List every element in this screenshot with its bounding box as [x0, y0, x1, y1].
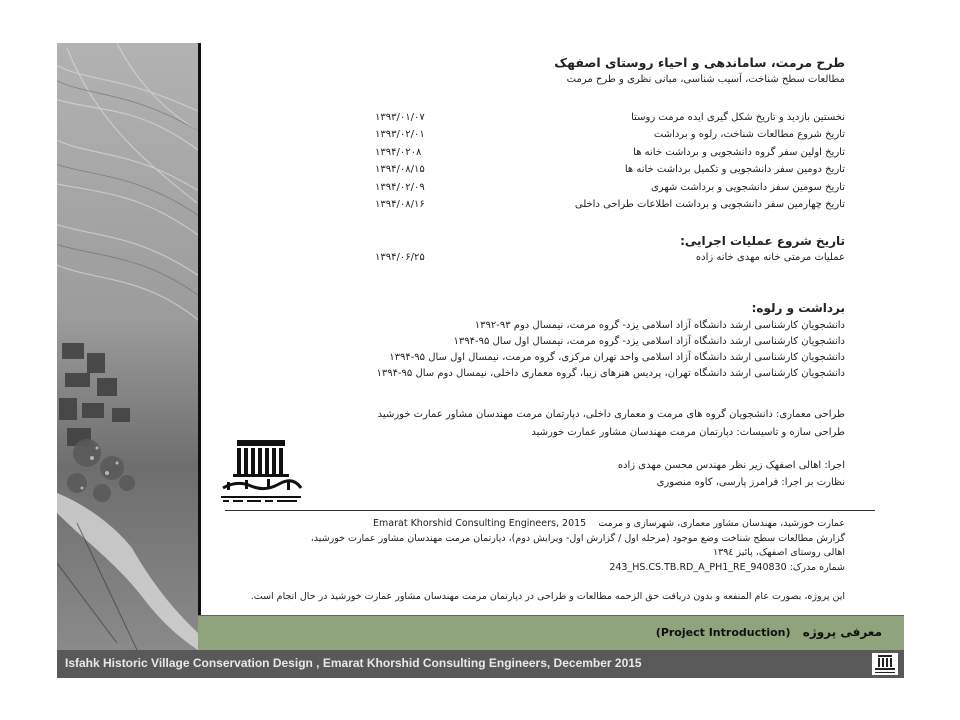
pro-bono-note: این پروژه، بصورت عام المنفعه و بدون دریافت حق الزحمه مطالعات و طراحی در دپارتمان مرمت مهندسان مشاور عمارت خورشید در حال انجام است. — [250, 591, 845, 602]
design-section — [378, 406, 845, 442]
document-number: 243_HS.CS.TB.RD_A_PH1_RE_940830 — [609, 561, 787, 573]
date-label: تاریخ شروع مطالعات شناخت، رلوه و برداشت — [653, 129, 845, 141]
company-logo — [217, 436, 305, 506]
document-info — [225, 517, 845, 575]
date-value: ۱۳۹۳/۰۲/۰۱ — [375, 129, 425, 141]
date-value: ۱۳۹۴/۰۸/۱۵ — [375, 164, 425, 176]
date-label: تاریخ اولین سفر گروه دانشجویی و برداشت خانه ها — [633, 146, 845, 158]
page-subtitle: مطالعات سطح شناخت، آسیب شناسی، مبانی نظری و طرح مرمت — [566, 74, 845, 85]
section-title — [656, 625, 882, 639]
firm-name-en: Emarat Khorshid Consulting Engineers, 2015 — [373, 518, 587, 529]
section-title-en: (Project Introduction) — [655, 626, 791, 639]
design-line: طراحی سازه و تاسیسات: دپارتمان مرمت مهندسان مشاور عمارت خورشید — [531, 427, 845, 438]
separator-line — [225, 510, 875, 511]
execution-team-line: اجرا: اهالی اصفهک زیر نظر مهندس محسن مهدی زاده — [617, 460, 845, 471]
survey-heading: برداشت و رلوه: — [751, 301, 845, 315]
document-info-line — [225, 561, 845, 576]
date-label: تاریخ چهارمین سفر دانشجویی و برداشت اطلاعات طراحی داخلی — [574, 198, 845, 210]
section-title-fa: معرفی پروژه — [802, 625, 882, 639]
survey-line: دانشجویان کارشناسی ارشد دانشگاه آزاد اسلامی یزد- گروه مرمت، نیمسال دوم ۹۳-۱۳۹۲ — [474, 320, 845, 331]
survey-line: دانشجویان کارشناسی ارشد دانشگاه تهران، پردیس هنرهای زیبا، گروه معماری داخلی، نیمسال دوم سال ۹۵-۱۳۹۴ — [376, 368, 845, 379]
footer-text: Isfahk Historic Village Conservation Design , Emarat Khorshid Consulting Engineers, December 2015 — [65, 656, 642, 670]
document-info-line: اهالی روستای اصفهک، پائیز ۱۳۹٤ — [713, 547, 845, 558]
execution-label: عملیات مرمتی خانه مهدی خانه زاده — [695, 252, 845, 263]
document-number-label: شماره مدرک: — [789, 561, 845, 573]
date-row — [375, 179, 845, 196]
execution-row — [375, 252, 845, 263]
firm-description: عمارت خورشید، مهندسان مشاور معماری، شهرسازی و مرمت — [598, 518, 845, 529]
document-info-line — [225, 517, 845, 532]
date-row — [375, 144, 845, 161]
page-sheet — [57, 43, 904, 678]
footer-logo-icon — [872, 653, 898, 675]
date-row — [375, 196, 845, 213]
aerial-photo — [57, 43, 198, 650]
section-title-bar — [198, 615, 904, 651]
content-area — [207, 43, 875, 615]
date-row — [375, 126, 845, 143]
execution-team-line: نظارت بر اجرا: فرامرز پارسی، کاوه منصوری — [656, 477, 845, 488]
execution-team-section — [618, 457, 845, 491]
date-value: ۱۳۹۴/۰۸/۱۶ — [375, 198, 425, 210]
survey-section — [345, 301, 845, 382]
date-row — [375, 161, 845, 178]
vertical-divider — [198, 43, 201, 615]
date-label: تاریخ سومین سفر دانشجویی و برداشت شهری — [650, 181, 845, 193]
date-label: تاریخ دومین سفر دانشجویی و تکمیل برداشت خانه ها — [624, 164, 845, 176]
design-line: طراحی معماری: دانشجویان گروه های مرمت و معماری داخلی، دپارتمان مرمت مهندسان مشاور عمارت خورشید — [377, 409, 845, 420]
project-dates — [375, 109, 845, 213]
date-value: ۱۳۹۳/۰۱/۰۷ — [375, 112, 425, 123]
date-row — [375, 109, 845, 126]
date-value: ۱۳۹۴/۰۲/۰۹ — [375, 181, 425, 193]
footer-bar — [57, 650, 904, 678]
execution-section — [375, 234, 845, 263]
execution-heading: تاریخ شروع عملیات اجرایی: — [680, 234, 845, 248]
date-value: ۱۳۹۴/۰۲۰۸ — [375, 146, 422, 158]
date-label: نخستین بازدید و تاریخ شکل گیری ایده مرمت روستا — [631, 112, 845, 123]
execution-date: ۱۳۹۴/۰۶/۲۵ — [375, 252, 425, 263]
survey-line: دانشجویان کارشناسی ارشد دانشگاه آزاد اسلامی یزد- گروه مرمت، نیمسال اول سال ۹۵-۱۳۹۴ — [453, 336, 845, 347]
survey-line: دانشجویان کارشناسی ارشد دانشگاه آزاد اسلامی واحد تهران مرکزی، گروه مرمت، نیمسال اول سال ۹۵-۱۳۹۴ — [389, 352, 845, 363]
page-title: طرح مرمت، ساماندهی و احیاء روستای اصفهک — [554, 55, 845, 70]
document-info-line: گزارش مطالعات سطح شناخت وضع موجود (مرحله اول / گزارش اول- ویرایش دوم)، دپارتمان مرمت مهندسان مشاور عمارت خورشید، — [310, 532, 845, 544]
